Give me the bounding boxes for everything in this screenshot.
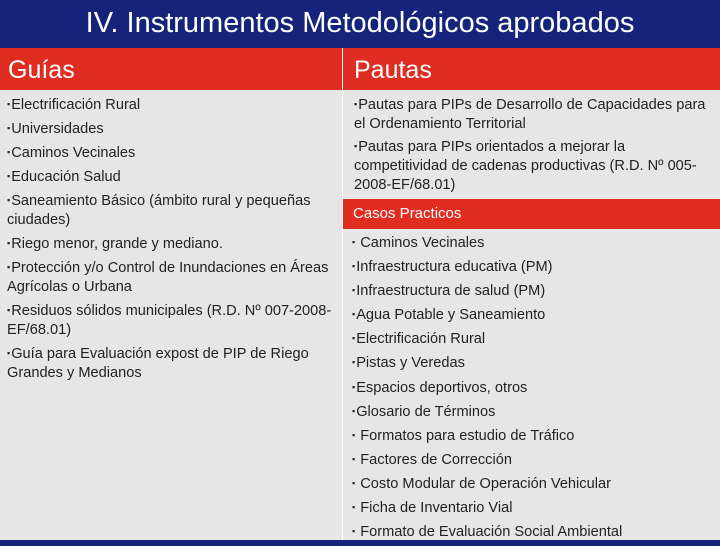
- list-item: [352, 378, 717, 398]
- slide-title: IV. Instrumentos Metodológicos aprobados: [85, 7, 635, 39]
- list-item: [354, 95, 716, 134]
- list-item: [7, 191, 340, 230]
- pautas-list: [354, 95, 716, 198]
- list-item-text: Pautas para PIPs de Desarrollo de Capacidades para el Ordenamiento Territorial: [354, 97, 706, 132]
- bullet-icon: ▪: [352, 237, 356, 247]
- list-item-text: Saneamiento Básico (ámbito rural y pequeñas ciudades): [7, 193, 311, 228]
- list-item: [7, 301, 340, 340]
- list-item-text: Factores de Corrección: [356, 451, 512, 468]
- bullet-icon: ▪: [352, 453, 356, 464]
- bullet-icon: ▪: [352, 429, 356, 440]
- list-item-text: Guía para Evaluación expost de PIP de Riego Grandes y Medianos: [7, 346, 309, 381]
- pautas-header: Pautas: [343, 48, 720, 90]
- list-item-text: Pautas para PIPs orientados a mejorar la competitividad de cadenas productivas (R.D. Nº 005-2008-EF/68.01): [354, 139, 697, 193]
- list-item-text: Glosario de Términos: [356, 403, 496, 420]
- list-item: [7, 143, 340, 163]
- list-item: [7, 344, 340, 383]
- list-item-text: Infraestructura educativa (PM): [356, 259, 553, 276]
- list-item-text: Pistas y Veredas: [356, 355, 465, 372]
- list-item-text: Agua Potable y Saneamiento: [356, 307, 546, 324]
- list-item: [352, 329, 717, 349]
- bullet-icon: ▪: [352, 405, 356, 416]
- bullet-icon: ▪: [7, 348, 11, 358]
- bullet-icon: ▪: [352, 285, 356, 296]
- list-item: [7, 258, 340, 297]
- guias-header: Guías: [0, 48, 342, 90]
- bullet-icon: ▪: [352, 381, 356, 392]
- bullet-icon: ▪: [352, 526, 356, 537]
- bullet-icon: ▪: [7, 99, 11, 109]
- list-item: [352, 522, 717, 542]
- list-item: [352, 257, 717, 277]
- bullet-icon: ▪: [352, 309, 356, 320]
- bullet-icon: ▪: [7, 171, 11, 181]
- list-item-text: Caminos Vecinales: [11, 145, 136, 161]
- list-item: [352, 281, 717, 301]
- list-item: [352, 353, 717, 373]
- list-item: [7, 95, 340, 115]
- bullet-icon: ▪: [7, 305, 11, 315]
- bullet-icon: ▪: [352, 502, 356, 513]
- list-item-text: Infraestructura de salud (PM): [356, 283, 546, 300]
- list-item: [7, 119, 340, 139]
- casos-practicos-header: Casos Practicos: [343, 199, 720, 229]
- list-item: [352, 450, 717, 470]
- list-item-text: Electrificación Rural: [356, 331, 486, 348]
- list-item: [7, 167, 340, 187]
- bullet-icon: ▪: [7, 262, 11, 272]
- list-item: [352, 402, 717, 422]
- bullet-icon: ▪: [7, 238, 11, 248]
- list-item-text: Universidades: [11, 121, 104, 137]
- bullet-icon: ▪: [352, 477, 356, 488]
- list-item: [7, 234, 340, 254]
- list-item-text: Residuos sólidos municipales (R.D. Nº 007-2008-EF/68.01): [7, 303, 332, 338]
- list-item-text: Riego menor, grande y mediano.: [11, 236, 223, 252]
- list-item: [352, 426, 717, 446]
- list-item-text: Caminos Vecinales: [356, 235, 485, 251]
- list-item: [352, 498, 717, 518]
- bullet-icon: ▪: [7, 123, 11, 133]
- casos-practicos-list: [352, 233, 717, 546]
- list-item-text: Protección y/o Control de Inundaciones en Áreas Agrícolas o Urbana: [7, 260, 329, 295]
- list-item-text: Espacios deportivos, otros: [356, 379, 528, 396]
- bullet-icon: ▪: [354, 141, 358, 151]
- bullet-icon: ▪: [354, 99, 358, 109]
- list-item-text: Formatos para estudio de Tráfico: [356, 427, 575, 444]
- list-item: [352, 305, 717, 325]
- bullet-icon: ▪: [7, 195, 11, 205]
- bullet-icon: ▪: [352, 333, 356, 344]
- list-item-text: Ficha de Inventario Vial: [356, 500, 513, 517]
- list-item-text: Costo Modular de Operación Vehicular: [356, 475, 611, 492]
- guias-list: [7, 95, 340, 387]
- list-item: [354, 137, 716, 195]
- bullet-icon: ▪: [352, 261, 356, 272]
- list-item-text: Educación Salud: [11, 169, 121, 185]
- bullet-icon: ▪: [352, 357, 356, 368]
- list-item: [352, 233, 717, 253]
- column-divider: [342, 48, 343, 540]
- list-item-text: Electrificación Rural: [11, 97, 141, 113]
- bullet-icon: ▪: [7, 147, 11, 157]
- list-item-text: Formato de Evaluación Social Ambiental: [356, 524, 623, 541]
- list-item: [352, 474, 717, 494]
